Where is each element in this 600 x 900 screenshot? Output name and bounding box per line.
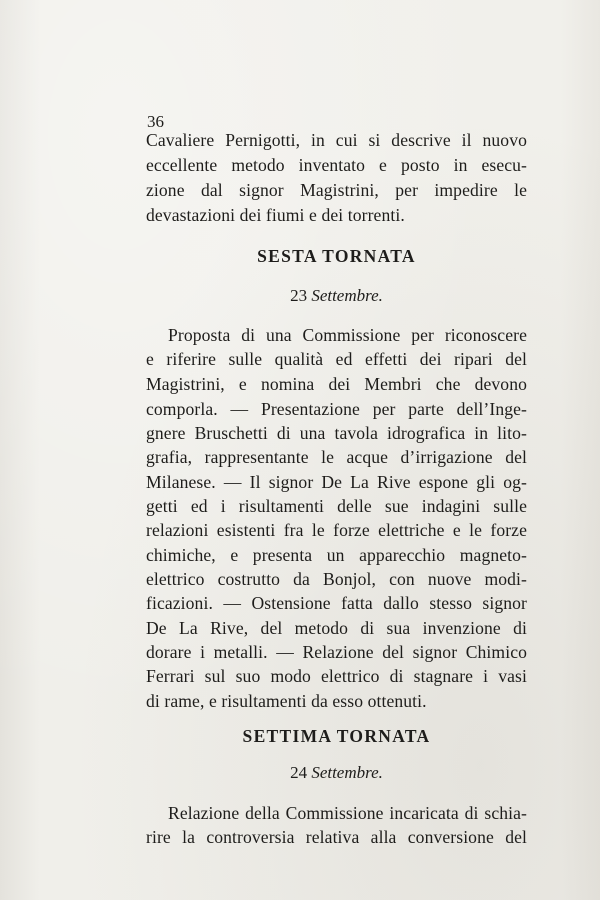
- settima-date-day: 24: [290, 763, 308, 782]
- sesta-line-3: Magistrini, e nomina dei Membri che devono: [146, 374, 527, 394]
- sesta-tornata-date: [146, 285, 527, 307]
- sesta-line-12: ficazioni. — Ostensione fatta dallo stesso signor: [146, 593, 527, 613]
- sesta-line-7: Milanese. — Il signor De La Rive espone gli og-: [146, 472, 527, 492]
- sesta-line-16: di rame, e risultamenti da esso ottenuti.: [146, 691, 427, 711]
- settima-date-month: Settembre.: [311, 763, 383, 782]
- intro-line-3: zione dal signor Magistrini, per impedire le: [146, 180, 527, 200]
- page-number: 36: [147, 112, 164, 131]
- sesta-line-4: comporla. — Presentazione per parte dell’Inge-: [146, 399, 527, 419]
- intro-line-1: Cavaliere Pernigotti, in cui si descrive il nuovo: [146, 130, 527, 150]
- sesta-line-5: gnere Bruschetti di una tavola idrografica in lito-: [146, 423, 527, 443]
- sesta-line-14: dorare i metalli. — Relazione del signor Chimico: [146, 642, 527, 662]
- sesta-line-13: De La Rive, del metodo di sua invenzione di: [146, 618, 527, 638]
- intro-line-4: devastazioni dei fiumi e dei torrenti.: [146, 205, 405, 225]
- settima-line-1: Relazione della Commissione incaricata di schia-: [168, 803, 527, 823]
- sesta-line-11: elettrico costrutto da Bonjol, con nuove modi-: [146, 569, 527, 589]
- sesta-tornata-heading: SESTA TORNATA: [257, 246, 416, 266]
- settima-tornata-heading: SETTIMA TORNATA: [242, 726, 431, 746]
- intro-line-2: eccellente metodo inventato e posto in esecu-: [146, 155, 527, 175]
- sesta-date-month: Settembre.: [311, 286, 383, 305]
- sesta-line-15: Ferrari sul suo modo elettrico di stagnare i vasi: [146, 666, 527, 686]
- sesta-line-8: getti ed i risultamenti delle sue indagini sulle: [146, 496, 527, 516]
- sesta-line-9: relazioni esistenti fra le forze elettriche e le forze: [146, 520, 527, 540]
- sesta-line-2: e riferire sulle qualità ed effetti dei ripari del: [146, 349, 527, 369]
- sesta-line-6: grafia, rappresentante le acque d’irrigazione del: [146, 447, 527, 467]
- sesta-date-day: 23: [290, 286, 308, 305]
- settima-line-2: rire la controversia relativa alla conversione del: [146, 827, 527, 847]
- settima-tornata-date: [146, 762, 527, 784]
- sesta-line-1: Proposta di una Commissione per riconoscere: [168, 325, 527, 345]
- sesta-line-10: chimiche, e presenta un apparecchio magneto-: [146, 545, 527, 565]
